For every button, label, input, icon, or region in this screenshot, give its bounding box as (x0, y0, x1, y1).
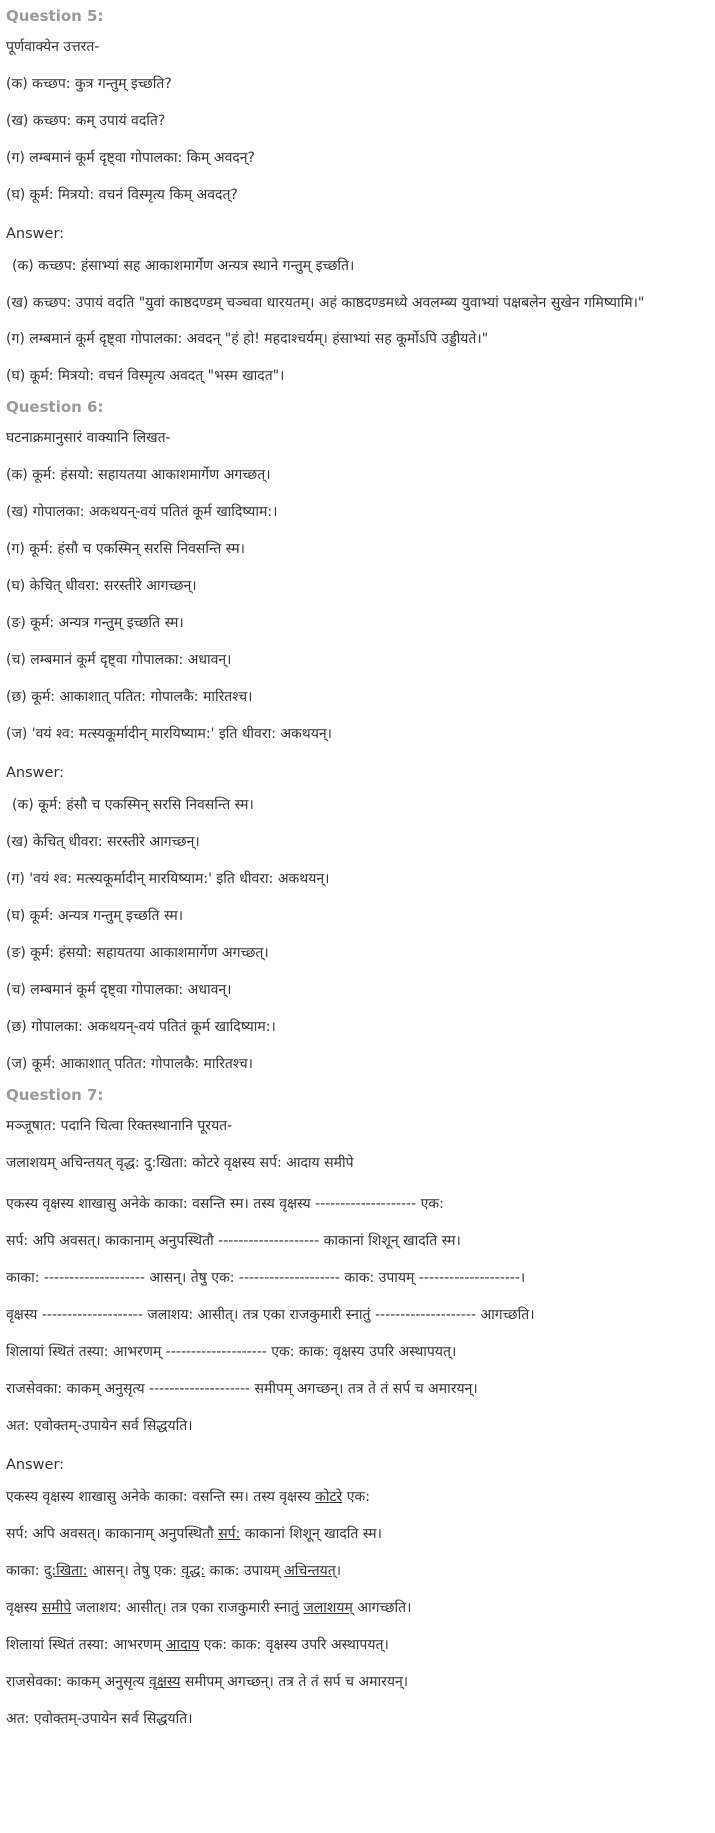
answer-text: काक: उपायम् (205, 1563, 285, 1579)
answer-text: काका: (6, 1563, 44, 1579)
question-item: (ख) कच्छप: कम् उपायं वदति? (6, 113, 166, 129)
question-title: Question 5: (6, 7, 104, 25)
filled-word: जलाशयम् (303, 1600, 353, 1616)
answer-item: (ख) केचित् धीवरा: सरस्तीरे आगच्छन्। (6, 834, 200, 850)
answer-item (6, 1479, 715, 1516)
filled-word: वृक्षस्य (149, 1674, 181, 1690)
blank-sentence: एकस्य वृक्षस्य शाखासु अनेके काका: वसन्ति स्म। तस्य वृक्षस्य -------------------- एक: (6, 1196, 444, 1212)
question-item: (ख) गोपालका: अकथयन्-वयं पतितं कूर्म खादिष्याम:। (6, 504, 278, 520)
filled-word: वृद्ध: (181, 1563, 206, 1579)
answer-item (6, 1590, 715, 1627)
answer-item (6, 1701, 715, 1738)
answer-item: (च) लम्बमानं कूर्म दृष्ट्वा गोपालका: अधावन्। (6, 982, 232, 998)
answer-item: (ख) कच्छप: उपायं वदति "युवां काष्ठदण्डम् चञ्चवा धारयतम्। अहं काष्ठदण्डमध्ये अवलम्ब्य युवाभ्यां पक्षबलेन सुखेन गमिष्यामि।" (6, 295, 645, 311)
question-item: (ङ) कूर्म: अन्यत्र गन्तुम् इच्छति स्म। (6, 615, 184, 631)
question-5 (6, 4, 715, 395)
filled-word: समीपे (41, 1600, 72, 1616)
answer-item (6, 1664, 715, 1701)
question-item: (च) लम्बमानं कूर्म दृष्ट्वा गोपालका: अधावन्। (6, 652, 232, 668)
question-instruction: मञ्जूषात: पदानि चित्वा रिक्तस्थानानि पूरयत- (6, 1118, 233, 1134)
answer-text: आसन्। तेषु एक: (87, 1563, 182, 1579)
question-instruction: घटनाक्रमानुसारं वाक्यानि लिखत- (6, 430, 171, 446)
filled-word: सर्प: (218, 1526, 241, 1542)
answer-text: समीपम् अगच्छन्। तत्र ते तं सर्प च अमारयन्। (180, 1674, 409, 1690)
answer-text: काकानां शिशून् खादति स्म। (240, 1526, 382, 1542)
answer-label: Answer: (6, 226, 65, 242)
question-item: (घ) केचित् धीवरा: सरस्तीरे आगच्छन्। (6, 578, 197, 594)
question-7 (6, 1083, 715, 1738)
answer-text: । (335, 1563, 341, 1579)
answer-text: जलाशय: आसीत्। तत्र एका राजकुमारी स्नातुं (71, 1600, 304, 1616)
answer-text: सर्प: अपि अवसत्। काकानाम् अनुपस्थितौ (6, 1526, 219, 1542)
filled-word: आदाय (165, 1637, 200, 1653)
answer-text: आगच्छति। (352, 1600, 412, 1616)
filled-word: अचिन्तयत् (284, 1563, 336, 1579)
answer-text: राजसेवका: काकम् अनुसृत्य (6, 1674, 150, 1690)
answer-label: Answer: (6, 1457, 65, 1473)
question-item: (छ) कूर्म: आकाशात् पतित: गोपालकै: मारितश्च। (6, 689, 253, 705)
answer-item (6, 1553, 715, 1590)
word-box: जलाशयम् अचिन्तयत् वृद्ध: दु:खिता: कोटरे वृक्षस्य सर्प: आदाय समीपे (6, 1155, 354, 1171)
question-instruction: पूर्णवाक्येन उत्तरत- (6, 39, 100, 55)
blank-sentence: अत: एवोक्तम्-उपायेन सर्व सिद्धयति। (6, 1418, 193, 1434)
blank-sentence: वृक्षस्य -------------------- जलाशय: आसीत्। तत्र एका राजकुमारी स्नातुं -------------------- आगच्छति। (6, 1307, 535, 1323)
blank-sentence: सर्प: अपि अवसत्। काकानाम् अनुपस्थितौ -------------------- काकानां शिशून् खादति स्म। (6, 1233, 461, 1249)
answer-item: (ज) कूर्म: आकाशात् पतित: गोपालकै: मारितश्च। (6, 1056, 253, 1072)
answer-item: (ङ) कूर्म: हंसयो: सहायतया आकाशमार्गेण अगच्छत्। (6, 945, 269, 961)
answer-item (6, 1627, 715, 1664)
answer-item: (छ) गोपालका: अकथयन्-वयं पतितं कूर्म खादिष्याम:। (6, 1019, 276, 1035)
question-6 (6, 395, 715, 1083)
answer-text: एकस्य वृक्षस्य शाखासु अनेके काका: वसन्ति स्म। तस्य वृक्षस्य (6, 1489, 316, 1505)
answer-item: (क) कूर्म: हंसौ च एकस्मिन् सरसि निवसन्ति स्म। (12, 797, 254, 813)
answer-label: Answer: (6, 765, 65, 781)
question-item: (ग) लम्बमानं कूर्म दृष्ट्वा गोपालका: किम् अवदन्? (6, 150, 255, 166)
answer-list (6, 1479, 715, 1738)
answer-text: एक: काक: वृक्षस्य उपरि अस्थापयत्। (199, 1637, 389, 1653)
filled-word: कोटरे (315, 1489, 343, 1505)
question-item: (ग) कूर्म: हंसौ च एकस्मिन् सरसि निवसन्ति स्म। (6, 541, 245, 557)
question-title: Question 6: (6, 398, 104, 416)
answer-text: वृक्षस्य (6, 1600, 42, 1616)
answer-text: एक: (342, 1489, 370, 1505)
answer-item: (क) कच्छप: हंसाभ्यां सह आकाशमार्गेण अन्यत्र स्थाने गन्तुम् इच्छति। (12, 258, 355, 274)
answer-item: (ग) 'वयं श्व: मत्स्यकूर्मादीन् मारयिष्याम:' इति धीवरा: अकथयन्। (6, 871, 330, 887)
answer-item: (घ) कूर्म: अन्यत्र गन्तुम् इच्छति स्म। (6, 908, 184, 924)
answer-text: शिलायां स्थितं तस्या: आभरणम् (6, 1637, 166, 1653)
question-item: (क) कच्छप: कुत्र गन्तुम् इच्छति? (6, 76, 172, 92)
answer-text: अत: एवोक्तम्-उपायेन सर्व सिद्धयति। (6, 1711, 193, 1727)
filled-word: दु:खिता: (43, 1563, 88, 1579)
blank-sentence: राजसेवका: काकम् अनुसृत्य -------------------- समीपम् अगच्छन्। तत्र ते तं सर्प च अमारयन्। (6, 1381, 478, 1397)
question-item: (क) कूर्म: हंसयो: सहायतया आकाशमार्गेण अगच्छत्। (6, 467, 271, 483)
answer-item: (ग) लम्बमानं कूर्म दृष्ट्वा गोपालका: अवदन् "हं हो! महदाश्चर्यम्। हंसाभ्यां सह कूर्मोऽपि उड्डीयते।" (6, 331, 489, 347)
question-item: (घ) कूर्म: मित्रयो: वचनं विस्मृत्य किम् अवदत्? (6, 187, 238, 203)
question-item: (ज) 'वयं श्व: मत्स्यकूर्मादीन् मारयिष्याम:' इति धीवरा: अकथयन्। (6, 726, 332, 742)
blank-sentence: शिलायां स्थितं तस्या: आभरणम् -------------------- एक: काक: वृक्षस्य उपरि अस्थापयत्। (6, 1344, 457, 1360)
blank-sentence: काका: -------------------- आसन्। तेषु एक: -------------------- काक: उपायम् --------------------। (6, 1270, 526, 1286)
answer-item (6, 1516, 715, 1553)
question-title: Question 7: (6, 1086, 104, 1104)
answer-item: (घ) कूर्म: मित्रयो: वचनं विस्मृत्य अवदत् "भस्म खादत"। (6, 368, 285, 384)
